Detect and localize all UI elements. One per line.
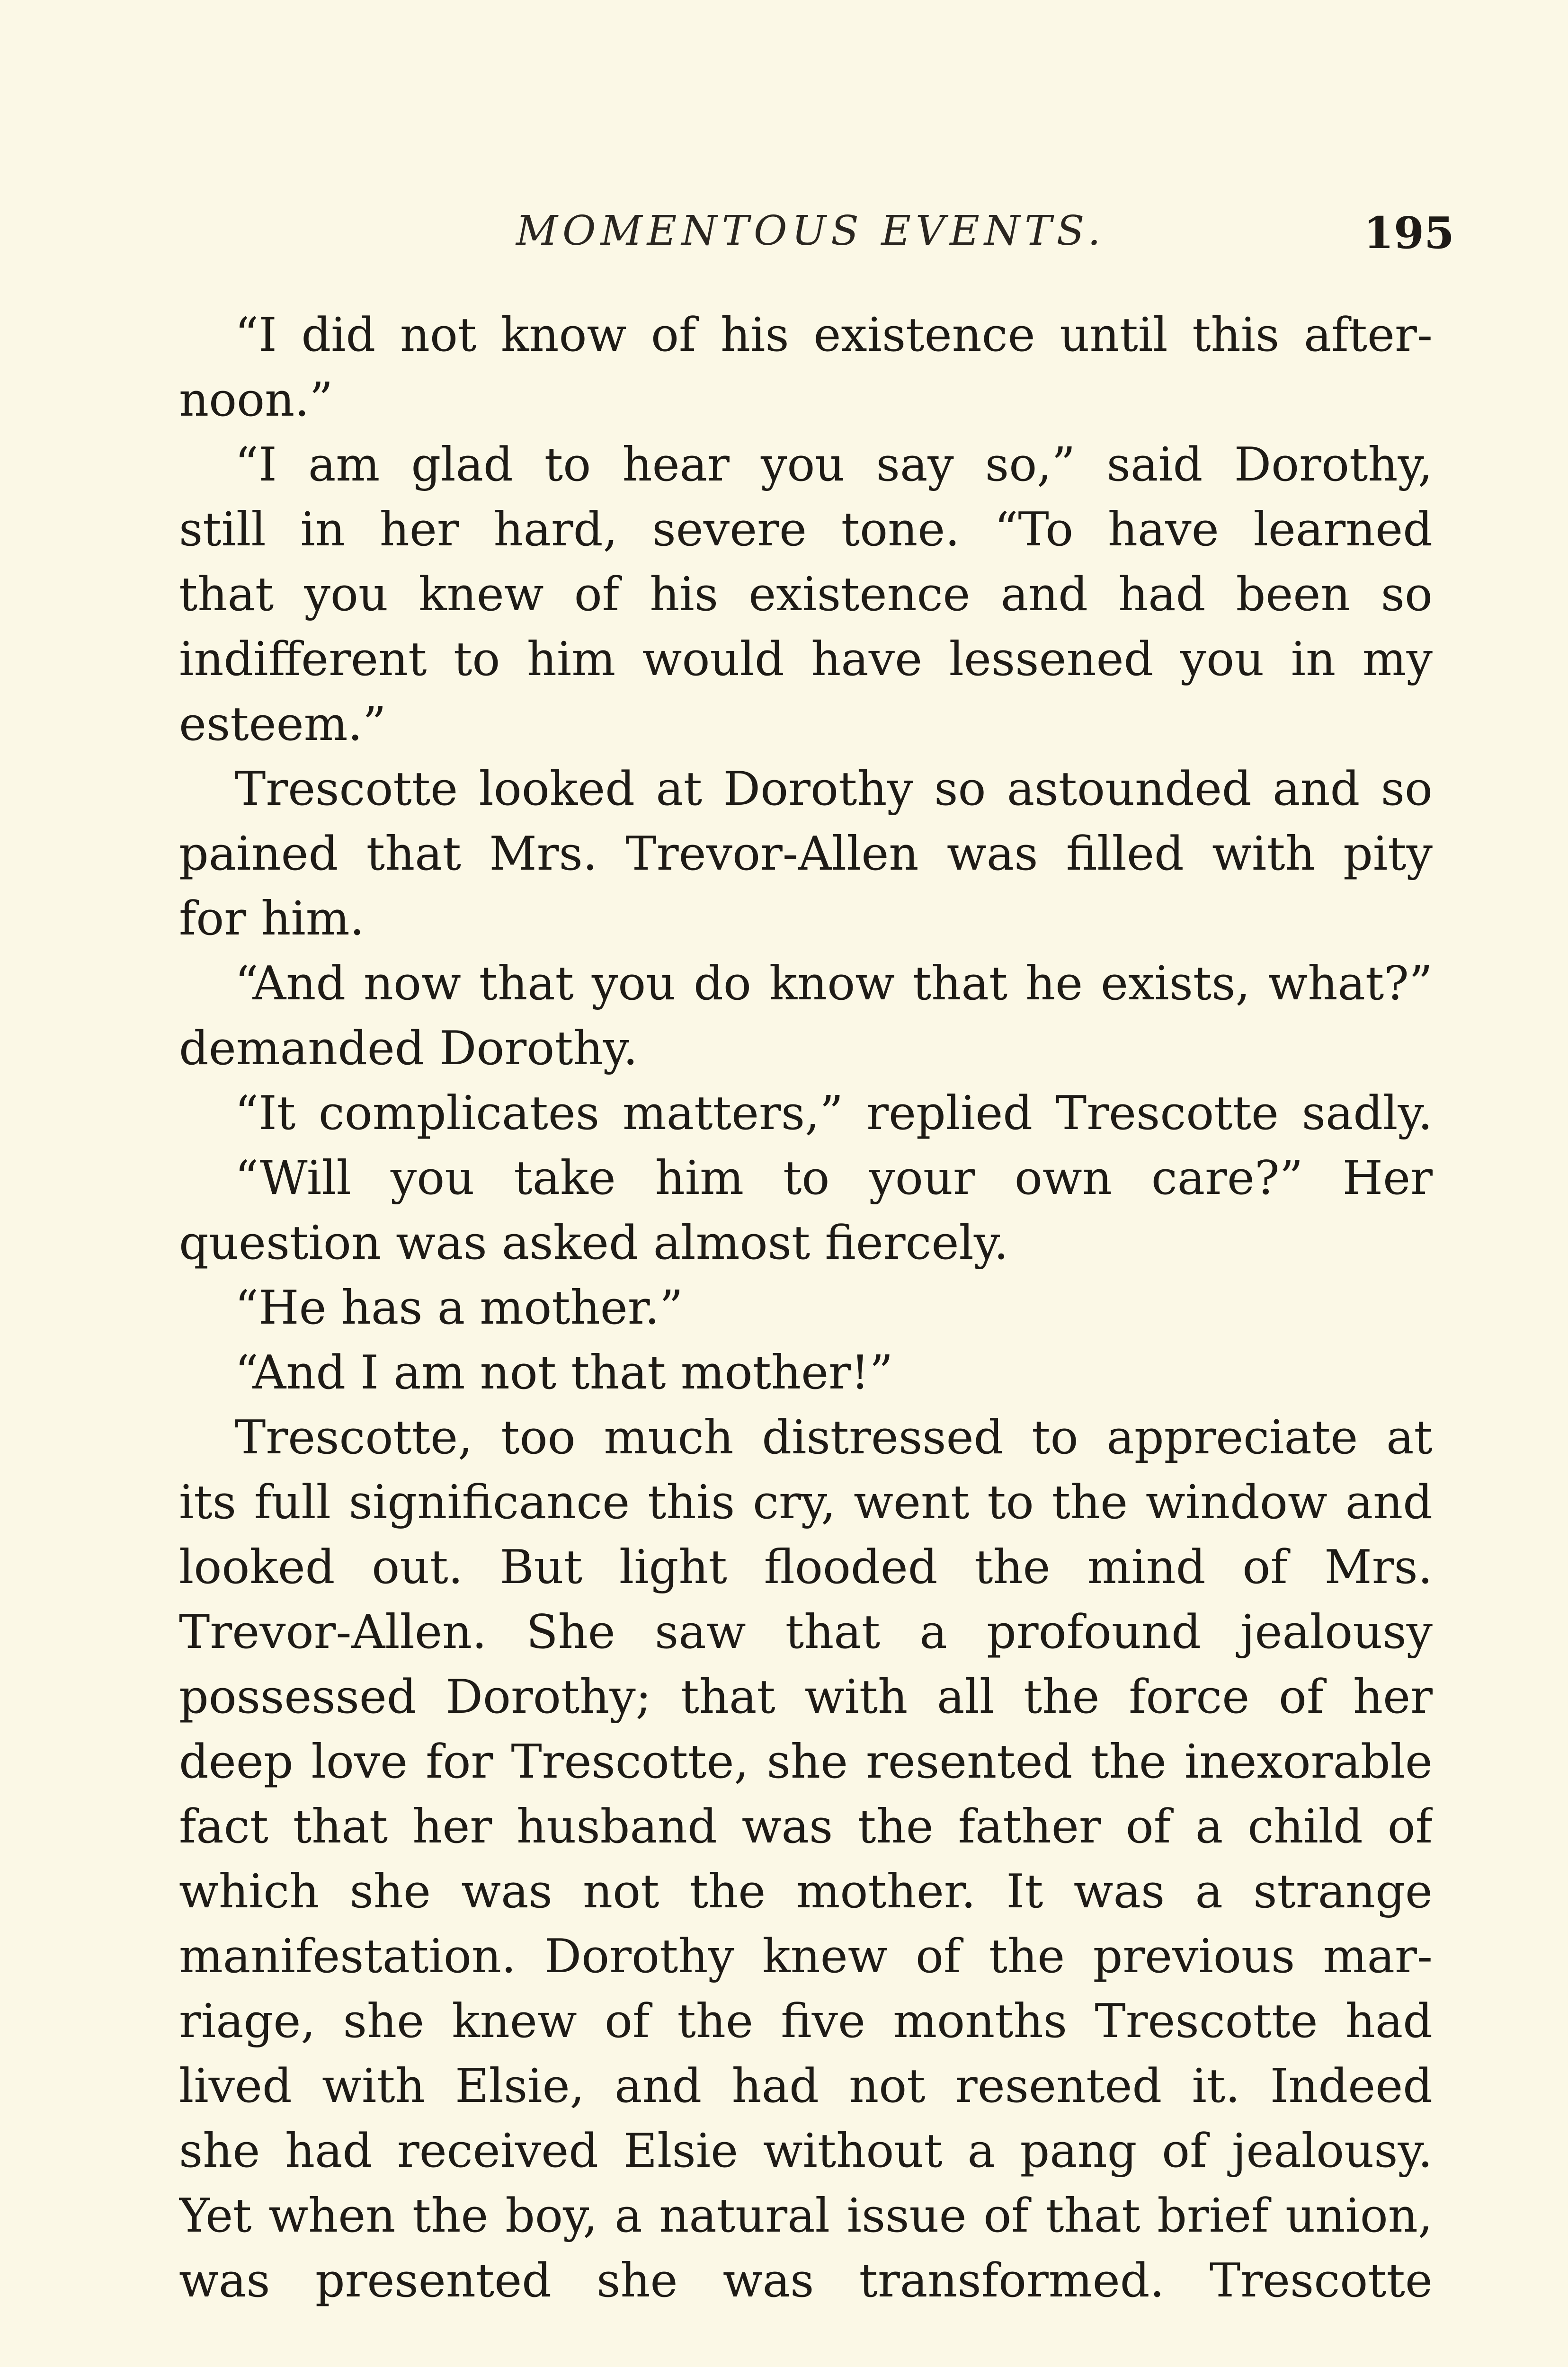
text-line: deep love for Trescotte, she resented the inexorable (179, 1735, 1433, 1789)
text-line: indifferent to him would have lessened you in my (179, 632, 1433, 686)
text-line: fact that her husband was the father of a child of (179, 1800, 1433, 1854)
text-line: pained that Mrs. Trevor-Allen was filled with pity (179, 827, 1433, 881)
text-line: was presented she was transformed. Trescotte (179, 2254, 1433, 2308)
text-line: she had received Elsie without a pang of jealousy. (179, 2124, 1433, 2178)
text-line: “It complicates matters,” replied Trescotte sadly. (235, 1086, 1433, 1140)
text-line: looked out. But light flooded the mind of Mrs. (179, 1540, 1433, 1594)
text-line: Trevor-Allen. She saw that a profound jealousy (179, 1605, 1433, 1659)
text-line: Yet when the boy, a natural issue of that brief union, (179, 2189, 1433, 2243)
text-line: possessed Dorothy; that with all the force of her (179, 1670, 1433, 1724)
text-line: “He has a mother.” (235, 1281, 684, 1335)
text-line: riage, she knew of the five months Trescotte had (179, 1994, 1433, 2048)
running-title: MOMENTOUS EVENTS. (516, 207, 1105, 255)
page-number: 195 (1363, 207, 1455, 258)
text-line: Trescotte looked at Dorothy so astounded and so (235, 762, 1433, 816)
text-line: for him. (179, 892, 365, 946)
text-line: “I did not know of his existence until this after- (235, 308, 1433, 362)
text-line: lived with Elsie, and had not resented it. Indeed (179, 2059, 1433, 2113)
text-line: its full significance this cry, went to the window and (179, 1476, 1433, 1530)
text-line: noon.” (179, 373, 333, 427)
text-line: “And now that you do know that he exists, what?” (235, 957, 1433, 1011)
text-line: that you knew of his existence and had been so (179, 568, 1433, 622)
text-line: question was asked almost fiercely. (179, 1216, 1009, 1270)
text-line: “And I am not that mother!” (235, 1346, 893, 1400)
text-line: “Will you take him to your own care?” Her (235, 1151, 1433, 1205)
text-line: “I am glad to hear you say so,” said Dorothy, (235, 438, 1433, 492)
text-line: esteem.” (179, 697, 386, 751)
text-line: Trescotte, too much distressed to appreciate at (235, 1411, 1433, 1465)
body-text (179, 303, 1433, 2314)
text-line: manifestation. Dorothy knew of the previous mar- (179, 1930, 1433, 1984)
text-line: which she was not the mother. It was a strange (179, 1865, 1433, 1919)
text-line: demanded Dorothy. (179, 1022, 638, 1076)
text-line: still in her hard, severe tone. “To have learned (179, 503, 1433, 557)
